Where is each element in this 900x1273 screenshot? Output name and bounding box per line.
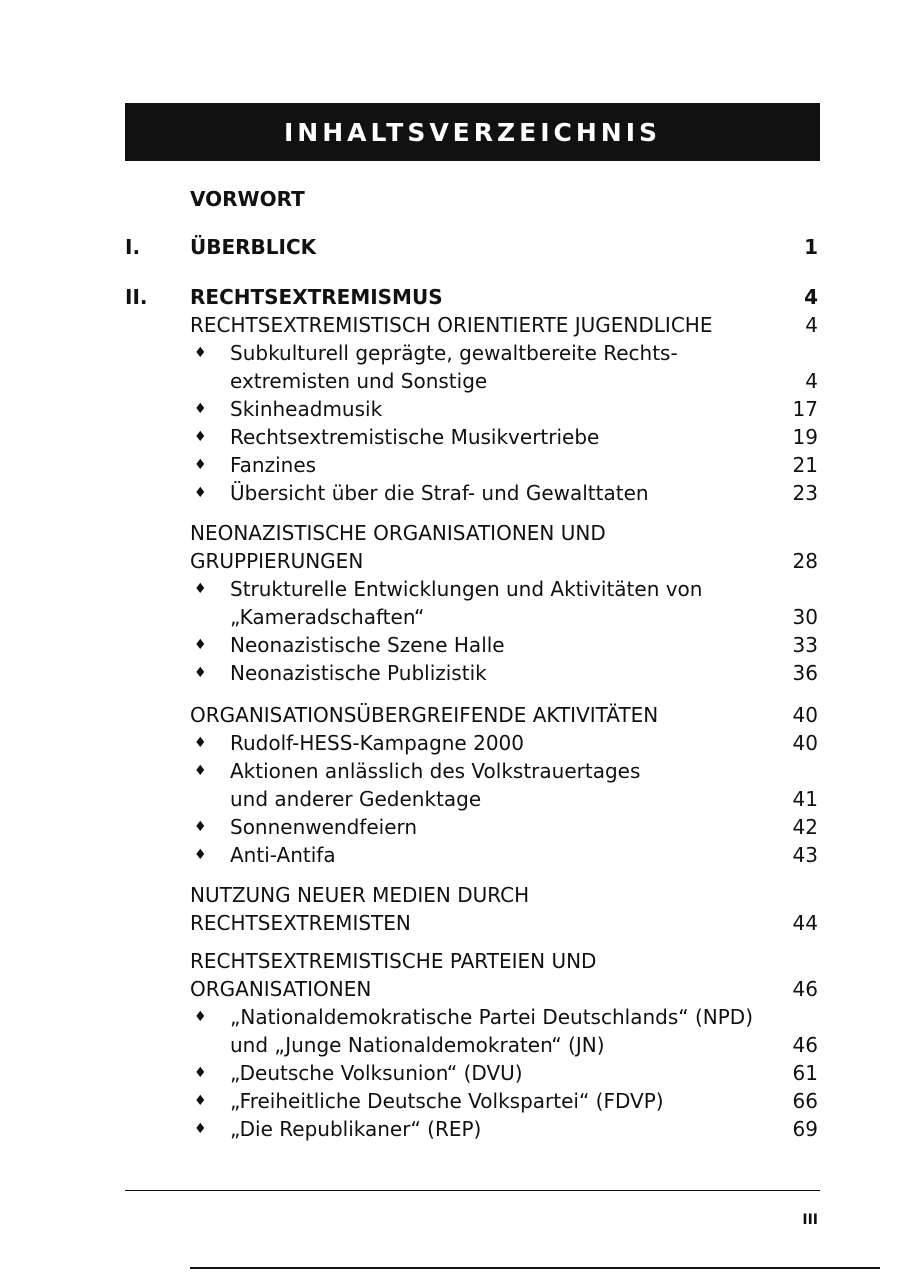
- page-number: III: [802, 1212, 818, 1228]
- toc-entry: [0, 842, 900, 868]
- entry-title: „Deutsche Volksunion“ (DVU): [230, 1061, 523, 1085]
- entry-page-number: 21: [792, 453, 818, 477]
- toc-entry: [0, 976, 900, 1002]
- entry-page-number: 69: [792, 1117, 818, 1141]
- entry-title: „Freiheitliche Deutsche Volkspartei“ (FDVP): [230, 1089, 664, 1113]
- diamond-bullet-icon: ♦: [194, 637, 207, 653]
- entry-title: Übersicht über die Straf- und Gewalttaten: [230, 481, 649, 505]
- toc-entry: [0, 660, 900, 686]
- entry-page-number: 42: [792, 815, 818, 839]
- diamond-bullet-icon: ♦: [194, 457, 207, 473]
- toc-entry: [0, 1060, 900, 1086]
- section-number: I.: [125, 235, 141, 259]
- diamond-bullet-icon: ♦: [194, 735, 207, 751]
- entry-title: RECHTSEXTREMISTEN: [190, 911, 411, 935]
- diamond-bullet-icon: ♦: [194, 345, 207, 361]
- toc-entry: [0, 312, 900, 338]
- footer-divider: [125, 1190, 820, 1191]
- entry-title: und anderer Gedenktage: [230, 787, 482, 811]
- entry-title: „Die Republikaner“ (REP): [230, 1117, 482, 1141]
- toc-heading: INHALTSVERZEICHNIS: [283, 117, 662, 147]
- entry-title: „Nationaldemokratische Partei Deutschlands“ (NPD): [230, 1005, 753, 1029]
- entry-title: Anti-Antifa: [230, 843, 336, 867]
- toc-entry: [0, 396, 900, 422]
- entry-title: RECHTSEXTREMISTISCHE PARTEIEN UND: [190, 949, 597, 973]
- entry-title: NEONAZISTISCHE ORGANISATIONEN UND: [190, 521, 606, 545]
- entry-page-number: 1: [804, 235, 818, 259]
- toc-entry: [0, 1004, 900, 1030]
- section-number: II.: [125, 285, 148, 309]
- entry-page-number: 46: [792, 977, 818, 1001]
- toc-entry: [0, 520, 900, 546]
- entry-page-number: 4: [804, 285, 818, 309]
- entry-title: und „Junge Nationaldemokraten“ (JN): [230, 1033, 605, 1057]
- entry-page-number: 36: [792, 661, 818, 685]
- toc-entry: [0, 1116, 900, 1142]
- entry-page-number: 41: [792, 787, 818, 811]
- diamond-bullet-icon: ♦: [194, 1009, 207, 1025]
- toc-entry: [0, 480, 900, 506]
- toc-entry: [0, 234, 900, 260]
- entry-page-number: 40: [792, 703, 818, 727]
- toc-entry: [0, 340, 900, 366]
- toc-entry: [0, 186, 900, 212]
- entry-title: VORWORT: [190, 187, 305, 211]
- entry-title: Rechtsextremistische Musikvertriebe: [230, 425, 600, 449]
- entry-title: Sonnenwendfeiern: [230, 815, 418, 839]
- diamond-bullet-icon: ♦: [194, 581, 207, 597]
- toc-entry: [0, 604, 900, 630]
- entry-title: ORGANISATIONSÜBERGREIFENDE AKTIVITÄTEN: [190, 703, 659, 727]
- entry-title: Neonazistische Publizistik: [230, 661, 487, 685]
- entry-page-number: 30: [792, 605, 818, 629]
- entry-title: Aktionen anlässlich des Volkstrauertages: [230, 759, 641, 783]
- entry-title: RECHTSEXTREMISMUS: [190, 285, 443, 309]
- toc-entry: [0, 424, 900, 450]
- toc-entry: [0, 948, 900, 974]
- entry-page-number: 61: [792, 1061, 818, 1085]
- entry-title: NUTZUNG NEUER MEDIEN DURCH: [190, 883, 530, 907]
- diamond-bullet-icon: ♦: [194, 485, 207, 501]
- entry-title: Rudolf-HESS-Kampagne 2000: [230, 731, 524, 755]
- diamond-bullet-icon: ♦: [194, 1093, 207, 1109]
- entry-title: Skinheadmusik: [230, 397, 383, 421]
- diamond-bullet-icon: ♦: [194, 847, 207, 863]
- toc-entry: [0, 814, 900, 840]
- toc-entry: [0, 632, 900, 658]
- entry-page-number: 28: [792, 549, 818, 573]
- toc-entry: [0, 452, 900, 478]
- diamond-bullet-icon: ♦: [194, 429, 207, 445]
- entry-title: extremisten und Sonstige: [230, 369, 488, 393]
- entry-page-number: 4: [805, 313, 818, 337]
- toc-entry: [0, 702, 900, 728]
- entry-page-number: 66: [792, 1089, 818, 1113]
- entry-title: „Kameradschaften“: [230, 605, 425, 629]
- entry-page-number: 43: [792, 843, 818, 867]
- entry-page-number: 17: [792, 397, 818, 421]
- entry-page-number: 33: [792, 633, 818, 657]
- diamond-bullet-icon: ♦: [194, 819, 207, 835]
- entry-page-number: 40: [792, 731, 818, 755]
- entry-title: ÜBERBLICK: [190, 235, 317, 259]
- entry-page-number: 19: [792, 425, 818, 449]
- toc-entry: [0, 368, 900, 394]
- diamond-bullet-icon: ♦: [194, 1065, 207, 1081]
- toc-entry: [0, 1032, 900, 1058]
- entry-title: Subkulturell geprägte, gewaltbereite Rechts-: [230, 341, 678, 365]
- toc-entry: [0, 786, 900, 812]
- toc-entry: [0, 758, 900, 784]
- entry-page-number: 23: [792, 481, 818, 505]
- entry-title: ORGANISATIONEN: [190, 977, 372, 1001]
- diamond-bullet-icon: ♦: [194, 763, 207, 779]
- entry-title: Strukturelle Entwicklungen und Aktivitäten von: [230, 577, 703, 601]
- diamond-bullet-icon: ♦: [194, 665, 207, 681]
- diamond-bullet-icon: ♦: [194, 1121, 207, 1137]
- toc-entry: [0, 910, 900, 936]
- bottom-edge-line: [190, 1267, 880, 1269]
- toc-entry: [0, 1088, 900, 1114]
- diamond-bullet-icon: ♦: [194, 401, 207, 417]
- toc-entry: [0, 576, 900, 602]
- toc-entry: [0, 882, 900, 908]
- entry-page-number: 44: [792, 911, 818, 935]
- toc-header-banner: [125, 103, 820, 161]
- toc-entry: [0, 548, 900, 574]
- entry-title: RECHTSEXTREMISTISCH ORIENTIERTE JUGENDLICHE: [190, 313, 713, 337]
- entry-page-number: 4: [805, 369, 818, 393]
- toc-entry: [0, 730, 900, 756]
- entry-title: Neonazistische Szene Halle: [230, 633, 505, 657]
- entry-page-number: 46: [792, 1033, 818, 1057]
- entry-title: Fanzines: [230, 453, 317, 477]
- entry-title: GRUPPIERUNGEN: [190, 549, 364, 573]
- toc-entry: [0, 284, 900, 310]
